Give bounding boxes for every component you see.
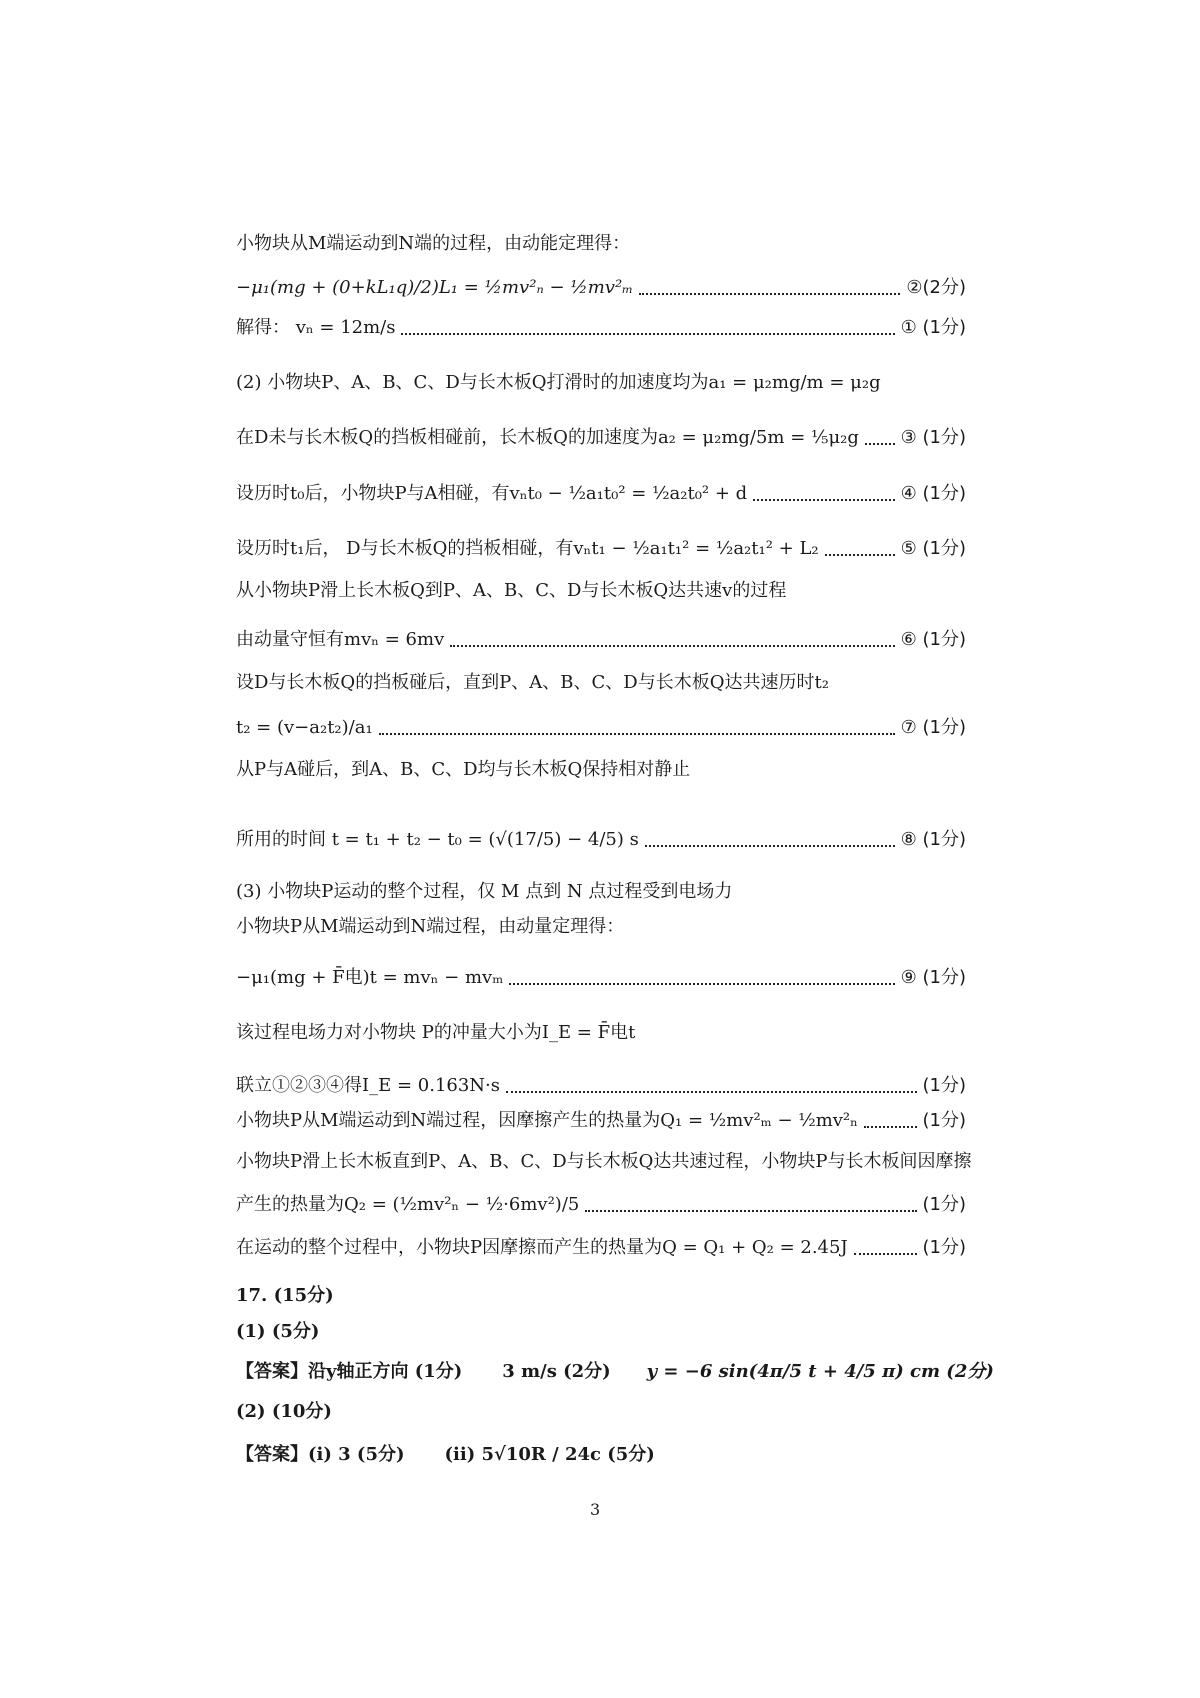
line-17 xyxy=(236,1021,966,1045)
q17-answer1 xyxy=(236,1360,994,1384)
score-mark: ⑨ (1分) xyxy=(900,967,966,988)
leader-dots xyxy=(506,1091,916,1093)
answer-2b: (ii) 5√10R / 24c (5分) xyxy=(444,1444,655,1465)
leader-dots xyxy=(864,1126,917,1128)
answer-1a: 沿y轴正方向 (1分) xyxy=(308,1361,463,1382)
line-1 xyxy=(236,232,966,256)
line-8 xyxy=(236,579,966,603)
line-7 xyxy=(236,537,966,561)
line-12 xyxy=(236,758,966,782)
line-17-text: 该过程电场力对小物块 P的冲量大小为I_E = F̄电t xyxy=(236,1022,636,1043)
answer-label: 【答案】 xyxy=(236,1444,308,1465)
score-mark: ① (1分) xyxy=(900,317,966,338)
q17-part2 xyxy=(236,1400,332,1424)
line-11 xyxy=(236,716,966,740)
line-13 xyxy=(236,828,966,852)
page-number: 3 xyxy=(590,1500,601,1519)
line-5-text: 在D未与长木板Q的挡板相碰前，长木板Q的加速度为a₂ = μ₂mg/5m = ⅕μ₂g xyxy=(236,427,859,448)
line-12-text: 从P与A碰后，到A、B、C、D均与长木板Q保持相对静止 xyxy=(236,759,691,780)
line-20 xyxy=(236,1150,972,1174)
leader-dots xyxy=(645,845,895,847)
line-19 xyxy=(236,1109,966,1133)
leader-dots xyxy=(401,333,894,335)
score-mark: (1分) xyxy=(922,1110,966,1131)
line-9 xyxy=(236,628,966,652)
q17-part1-text: (1) (5分) xyxy=(236,1321,320,1342)
line-10 xyxy=(236,671,966,695)
answer-1b: 3 m/s (2分) xyxy=(502,1361,611,1382)
line-15 xyxy=(236,915,966,939)
score-mark: ④ (1分) xyxy=(900,483,966,504)
line-16-text: −μ₁(mg + F̄电)t = mvₙ − mvₘ xyxy=(236,967,504,988)
leader-dots xyxy=(585,1210,916,1212)
line-20-text: 小物块P滑上长木板直到P、A、B、C、D与长木板Q达共速过程，小物块P与长木板间因摩擦 xyxy=(236,1151,972,1172)
score-mark: (1分) xyxy=(922,1075,966,1096)
line-16 xyxy=(236,966,966,990)
line-2 xyxy=(236,276,966,300)
answer-1c: y = −6 sin(4π/5 t + 4/5 π) cm (2分) xyxy=(646,1361,994,1382)
line-2-text: −μ₁(mg + (0+kL₁q)/2)L₁ = ½mv²ₙ − ½mv²ₘ xyxy=(236,277,634,298)
line-14 xyxy=(236,880,966,904)
score-mark: (1分) xyxy=(922,1194,966,1215)
score-mark: ⑦ (1分) xyxy=(900,717,966,738)
score-mark: ⑥ (1分) xyxy=(900,629,966,650)
leader-dots xyxy=(865,443,895,445)
score-mark: ③ (1分) xyxy=(900,427,966,448)
leader-dots xyxy=(854,1253,917,1255)
line-7-text: 设历时t₁后， D与长木板Q的挡板相碰，有vₙt₁ − ½a₁t₁² = ½a₂t₁² + L₂ xyxy=(236,538,819,559)
line-18-text: 联立①②③④得I_E = 0.163N·s xyxy=(236,1075,501,1096)
line-21-text: 产生的热量为Q₂ = (½mv²ₙ − ½·6mv²)/5 xyxy=(236,1194,580,1215)
leader-dots xyxy=(450,645,894,647)
line-21 xyxy=(236,1193,966,1217)
leader-dots xyxy=(509,983,894,985)
answer-label: 【答案】 xyxy=(236,1361,308,1382)
line-4 xyxy=(236,371,966,395)
line-6 xyxy=(236,482,966,506)
line-19-text: 小物块P从M端运动到N端过程，因摩擦产生的热量为Q₁ = ½mv²ₘ − ½mv²ₙ xyxy=(236,1110,858,1131)
leader-dots xyxy=(639,293,900,295)
line-22-text: 在运动的整个过程中，小物块P因摩擦而产生的热量为Q = Q₁ + Q₂ = 2.45J xyxy=(236,1237,848,1258)
line-15-text: 小物块P从M端运动到N端过程，由动量定理得： xyxy=(236,916,625,937)
line-8-text: 从小物块P滑上长木板Q到P、A、B、C、D与长木板Q达共速v的过程 xyxy=(236,580,787,601)
leader-dots xyxy=(753,499,894,501)
line-4-text: (2) 小物块P、A、B、C、D与长木板Q打滑时的加速度均为a₁ = μ₂mg/m = μ₂g xyxy=(236,372,881,393)
score-mark: ⑧ (1分) xyxy=(900,829,966,850)
line-11-text: t₂ = (v−a₂t₂)/a₁ xyxy=(236,717,373,738)
line-13-text: 所用的时间 t = t₁ + t₂ − t₀ = (√(17/5) − 4/5) s xyxy=(236,829,639,850)
q17-part2-text: (2) (10分) xyxy=(236,1401,332,1422)
q17-heading-text: 17. (15分) xyxy=(236,1285,334,1306)
leader-dots xyxy=(825,554,895,556)
line-6-text: 设历时t₀后，小物块P与A相碰，有vₙt₀ − ½a₁t₀² = ½a₂t₀² + d xyxy=(236,483,748,504)
answer-2a: (i) 3 (5分) xyxy=(308,1444,405,1465)
q17-part1 xyxy=(236,1320,319,1344)
score-mark: ⑤ (1分) xyxy=(900,538,966,559)
q17-answer2 xyxy=(236,1443,655,1467)
line-5 xyxy=(236,426,966,450)
score-mark: ②(2分) xyxy=(906,277,966,298)
score-mark: (1分) xyxy=(922,1237,966,1258)
line-1-text: 小物块从M端运动到N端的过程，由动能定理得： xyxy=(236,233,631,254)
line-22 xyxy=(236,1236,966,1260)
q17-heading xyxy=(236,1284,334,1308)
line-3 xyxy=(236,316,966,340)
line-3-text: 解得： vₙ = 12m/s xyxy=(236,317,396,338)
line-18 xyxy=(236,1074,966,1098)
line-9-text: 由动量守恒有mvₙ = 6mv xyxy=(236,629,445,650)
leader-dots xyxy=(379,733,895,735)
line-14-text: (3) 小物块P运动的整个过程，仅 M 点到 N 点过程受到电场力 xyxy=(236,881,733,902)
line-10-text: 设D与长木板Q的挡板碰后，直到P、A、B、C、D与长木板Q达共速历时t₂ xyxy=(236,672,829,693)
